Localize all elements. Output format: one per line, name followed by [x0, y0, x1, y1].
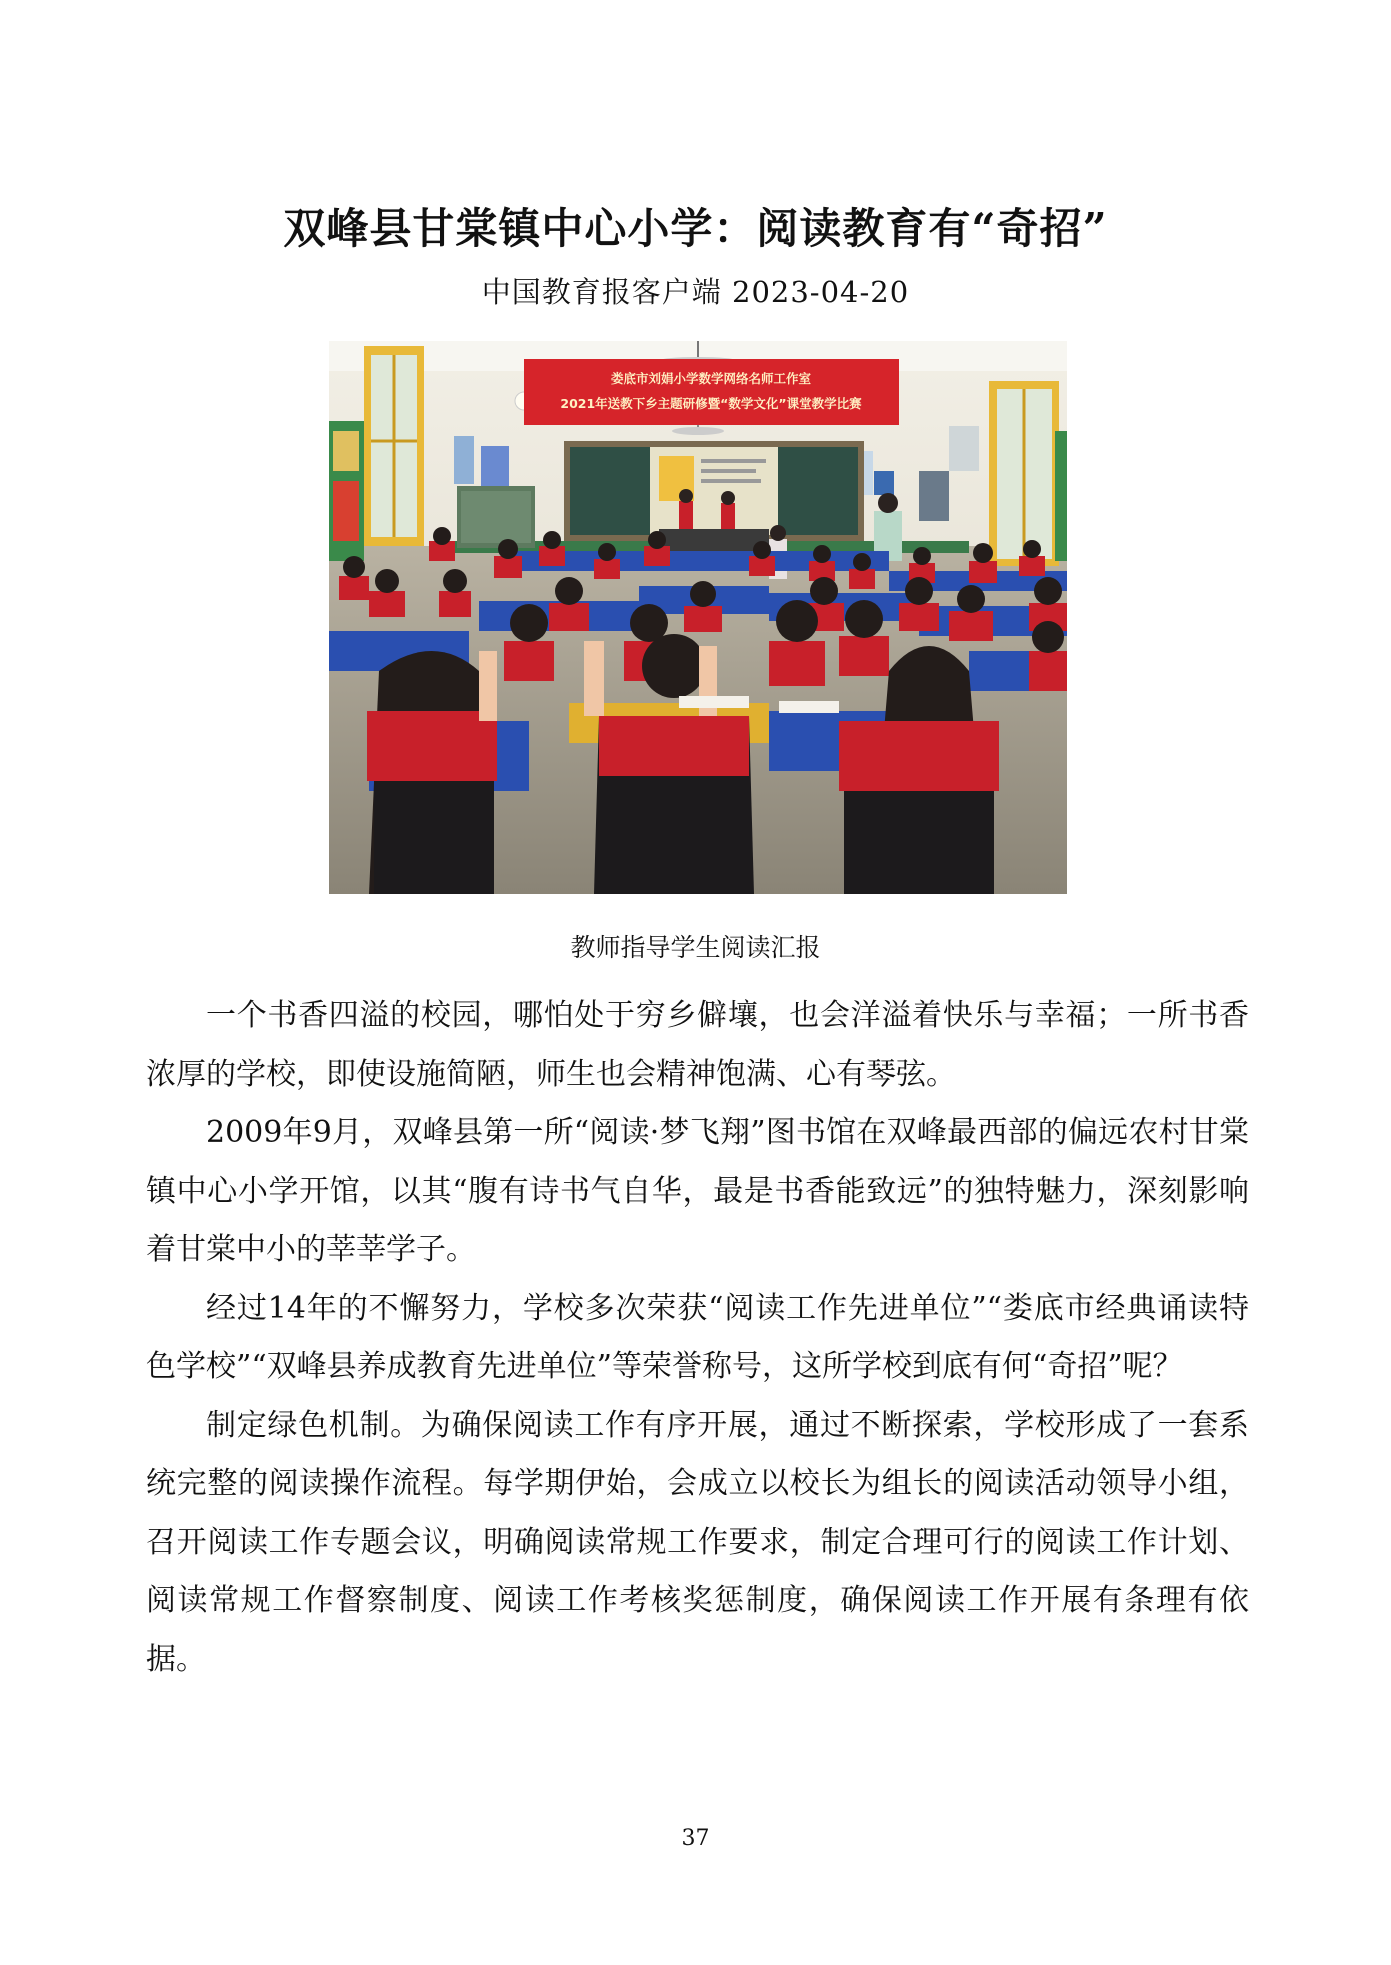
paragraph: 制定绿色机制。为确保阅读工作有序开展，通过不断探索，学校形成了一套系统完整的阅读操作流程。每学期伊始，会成立以校长为组长的阅读活动领导小组，召开阅读工作专题会议，明确阅读常规工作要求，制定合理可行的阅读工作计划、阅读常规工作督察制度、阅读工作考核奖惩制度，确保阅读工作开展有条理有依据。	[146, 1407, 1249, 1677]
blackboard	[564, 441, 864, 541]
article-body	[146, 987, 1249, 1689]
paragraph: 一个书香四溢的校园，哪怕处于穷乡僻壤，也会洋溢着快乐与幸福；一所书香浓厚的学校，即使设施简陋，师生也会精神饱满、心有琴弦。	[146, 998, 1249, 1092]
banner-text-line-2: 2021年送教下乡主题研修暨“数学文化”课堂教学比赛	[560, 396, 862, 411]
banner-text-line-1: 娄底市刘娟小学数学网络名师工作室	[610, 371, 812, 386]
paragraph: 经过14年的不懈努力，学校多次荣获“阅读工作先进单位”“娄底市经典诵读特色学校”“双峰县养成教育先进单位”等荣誉称号，这所学校到底有何“奇招”呢？	[146, 1290, 1249, 1384]
classroom-photo	[329, 341, 1067, 894]
photo-caption: 教师指导学生阅读汇报	[570, 933, 821, 962]
article-title: 双峰县甘棠镇中心小学：阅读教育有“奇招”	[283, 204, 1108, 253]
article-byline: 中国教育报客户端 2023-04-20	[481, 275, 910, 309]
paragraph: 2009年9月，双峰县第一所“阅读·梦飞翔”图书馆在双峰最西部的偏远农村甘棠镇中心小学开馆，以其“腹有诗书气自华，最是书香能致远”的独特魅力，深刻影响着甘棠中小的莘莘学子。	[146, 1115, 1249, 1267]
front-student-left	[367, 651, 497, 894]
classroom-banner	[524, 359, 899, 425]
page-number: 37	[681, 1826, 710, 1851]
